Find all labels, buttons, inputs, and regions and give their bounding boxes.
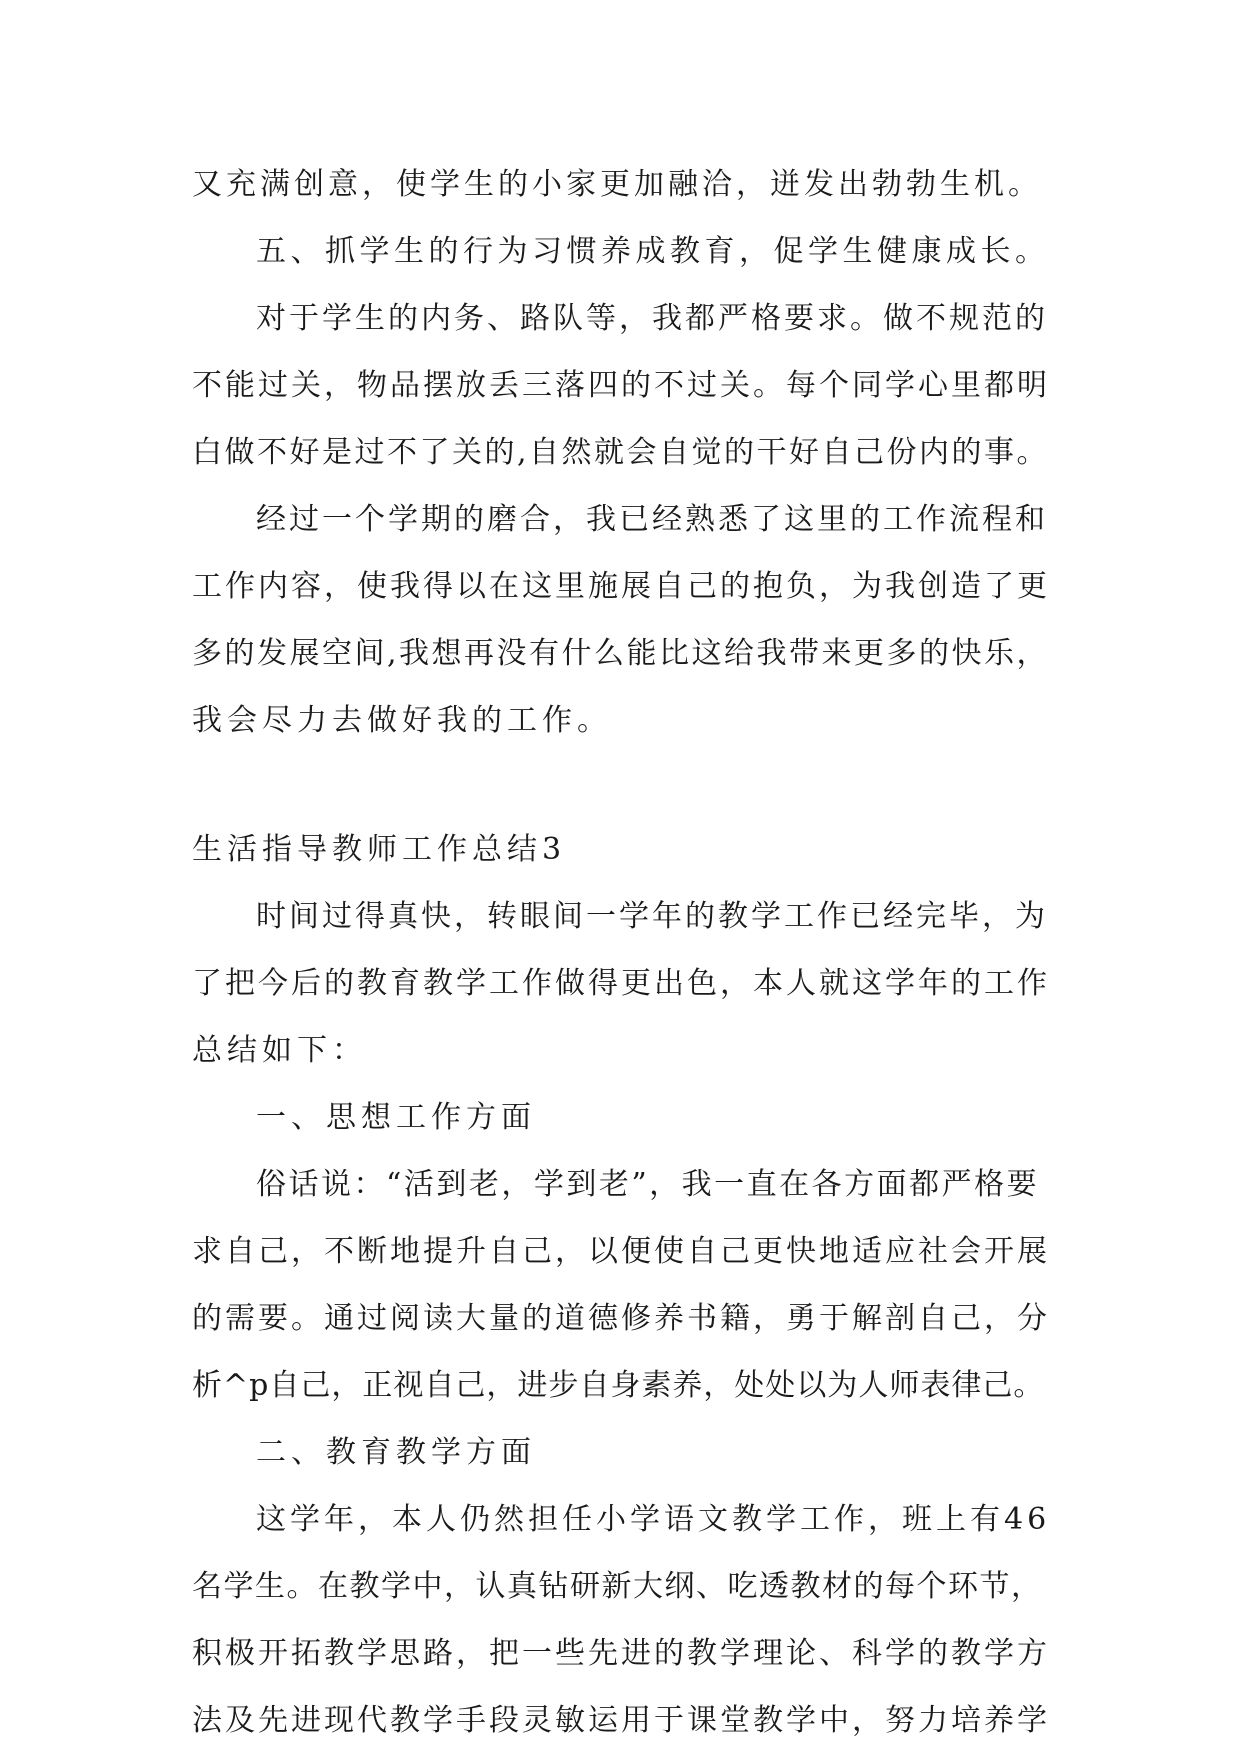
paragraph-line: 不能过关，物品摆放丢三落四的不过关。每个同学心里都明 [192, 368, 1050, 403]
paragraph-line: 的需要。通过阅读大量的道德修养书籍，勇于解剖自己，分 [192, 1301, 1050, 1336]
paragraph-line: 总结如下： [192, 1033, 367, 1068]
paragraph-line: 时间过得真快，转眼间一学年的教学工作已经完毕，为 [256, 899, 1048, 934]
paragraph-line: 析^p自己，正视自己，进步自身素养，处处以为人师表律己。 [192, 1368, 1045, 1403]
paragraph-line: 工作内容，使我得以在这里施展自己的抱负，为我创造了更 [192, 569, 1050, 604]
section-heading: 二、教育教学方面 [256, 1435, 536, 1470]
paragraph-line: 法及先进现代教学手段灵敏运用于课堂教学中，努力培养学 [192, 1703, 1050, 1738]
paragraph-line: 俗话说：“活到老，学到老”，我一直在各方面都严格要 [256, 1167, 1040, 1202]
paragraph-line: 多的发展空间,我想再没有什么能比这给我带来更多的快乐， [192, 636, 1050, 671]
paragraph-line: 这学年，本人仍然担任小学语文教学工作，班上有46 [256, 1502, 1051, 1537]
section-heading: 一、思想工作方面 [256, 1100, 536, 1135]
paragraph-line: 名学生。在教学中，认真钻研新大纲、吃透教材的每个环节， [192, 1569, 1043, 1604]
paragraph-line: 经过一个学期的磨合，我已经熟悉了这里的工作流程和 [256, 502, 1048, 537]
paragraph-line: 我会尽力去做好我的工作。 [192, 703, 612, 738]
paragraph-line: 对于学生的内务、路队等，我都严格要求。做不规范的 [256, 301, 1048, 336]
paragraph-line: 了把今后的教育教学工作做得更出色，本人就这学年的工作 [192, 966, 1050, 1001]
section-heading: 五、抓学生的行为习惯养成教育，促学生健康成长。 [256, 234, 1050, 269]
paragraph-line: 求自己，不断地提升自己，以便使自己更快地适应社会开展 [192, 1234, 1050, 1269]
paragraph-line: 又充满创意，使学生的小家更加融洽，迸发出勃勃生机。 [192, 167, 1042, 202]
paragraph-line: 积极开拓教学思路，把一些先进的教学理论、科学的教学方 [192, 1636, 1050, 1671]
document-title: 生活指导教师工作总结3 [192, 832, 567, 867]
paragraph-line: 白做不好是过不了关的,自然就会自觉的干好自己份内的事。 [192, 435, 1050, 470]
